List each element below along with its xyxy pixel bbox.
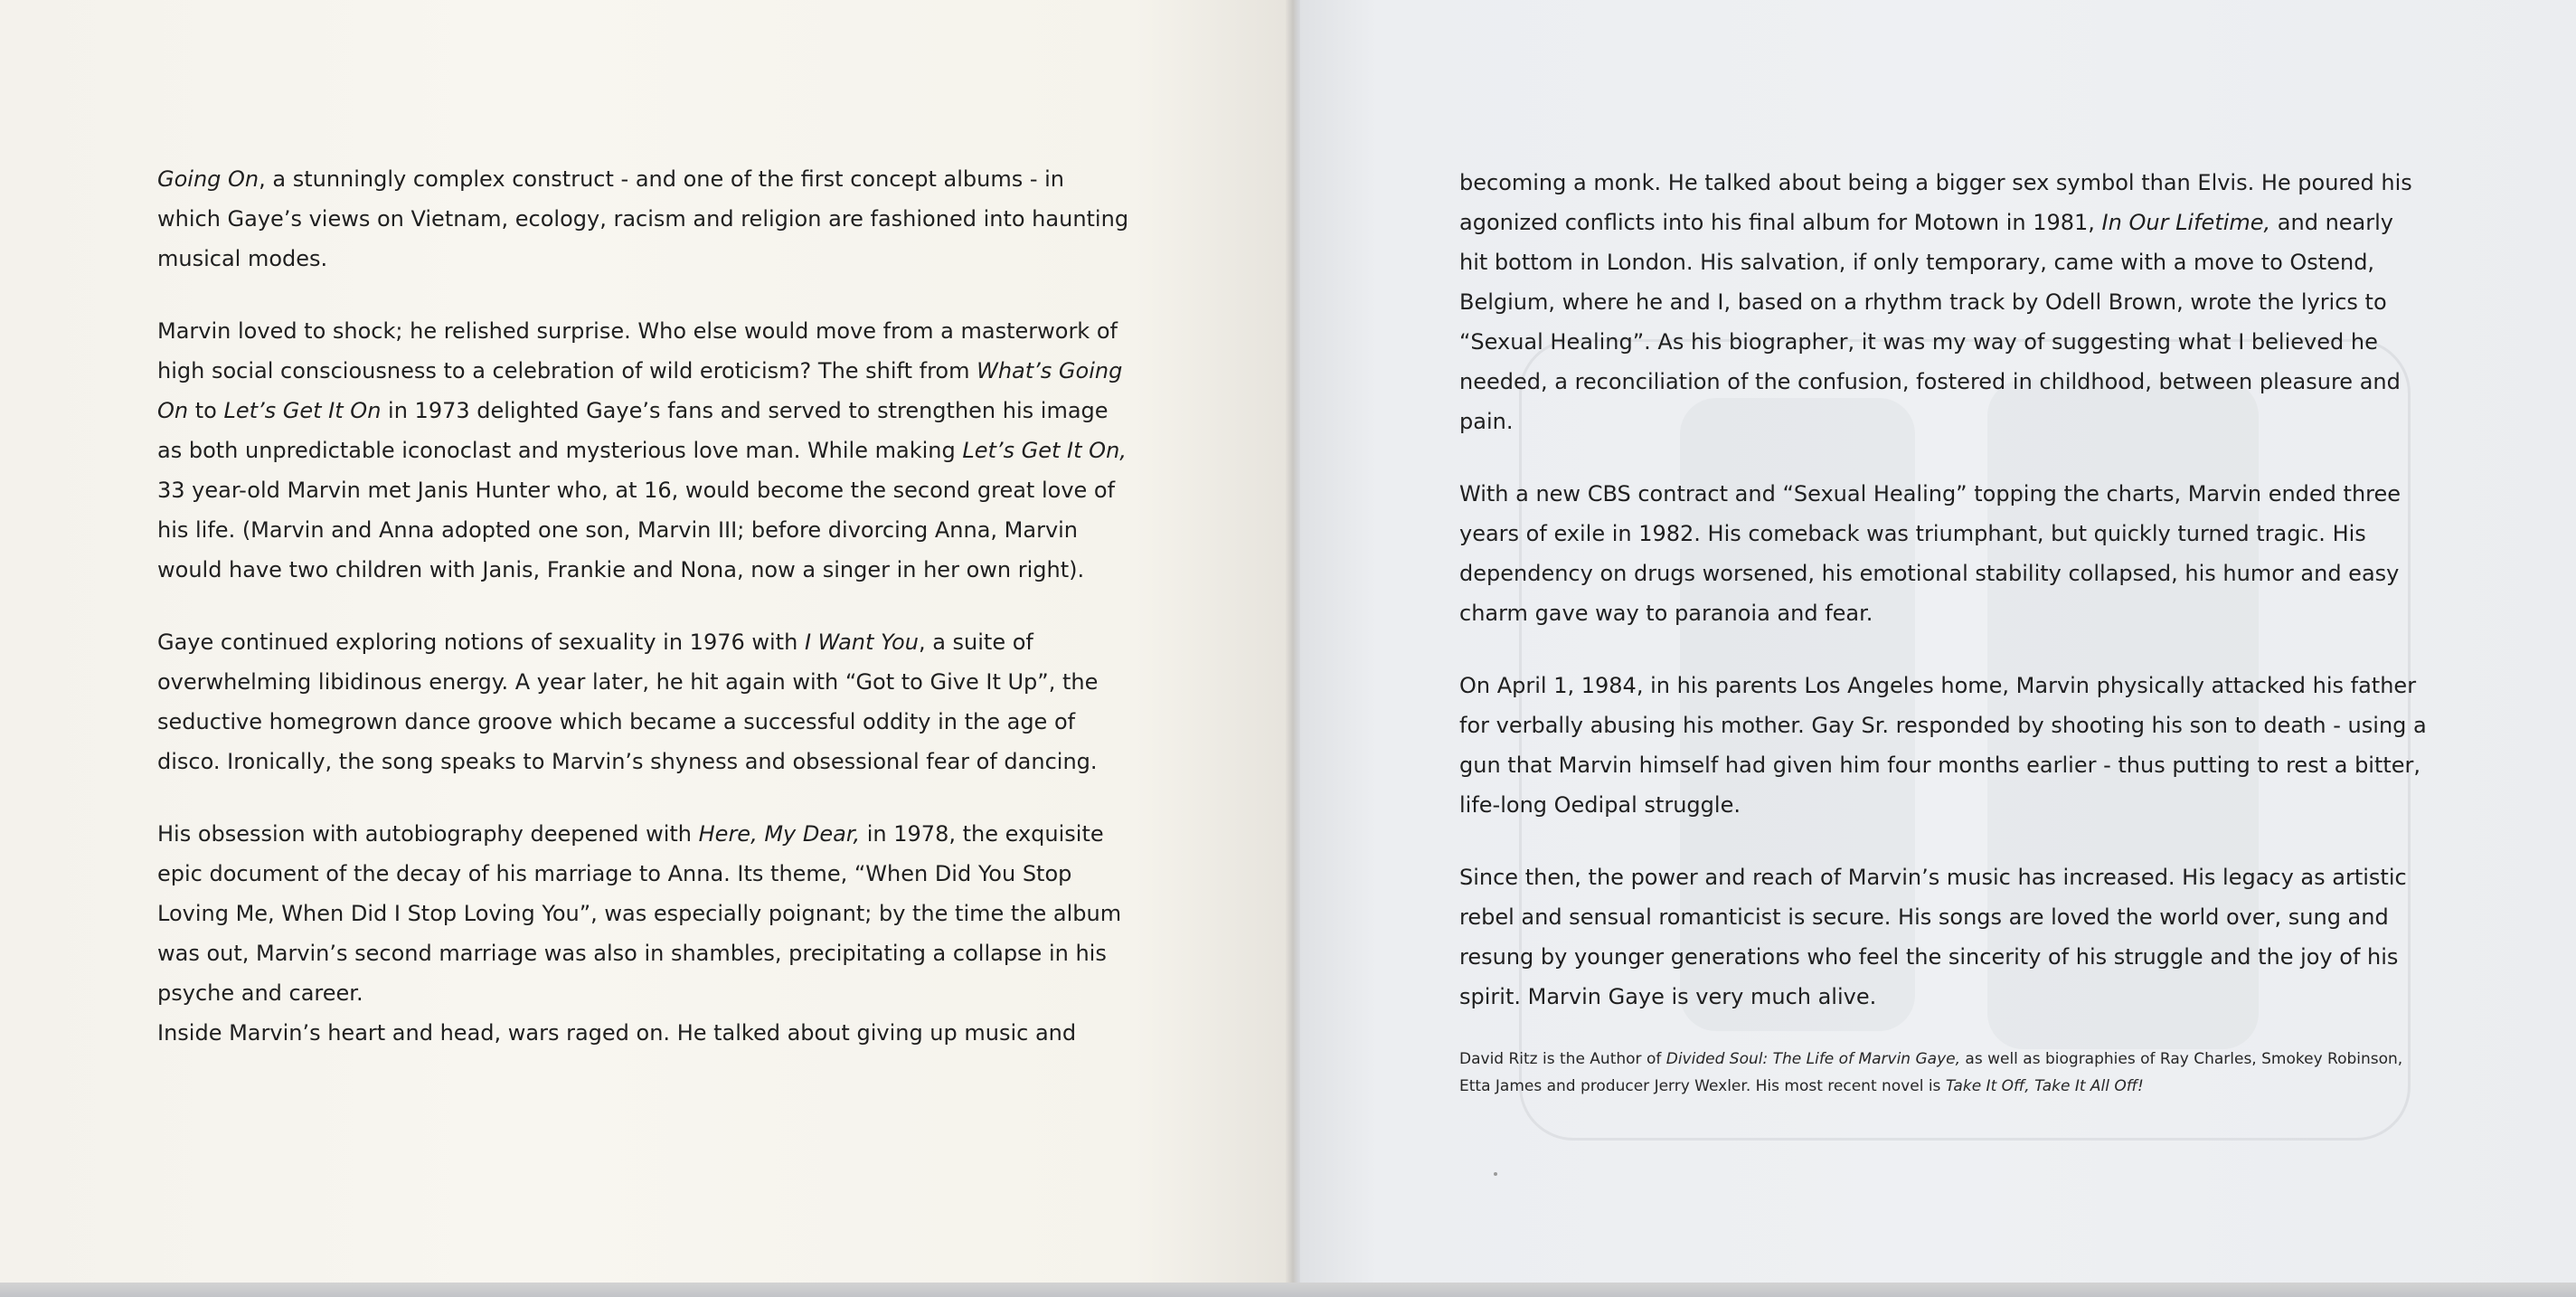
scan-bottom-edge — [0, 1283, 2576, 1297]
left-body-text — [157, 159, 1134, 1085]
italic-title-text: Here, My Dear, — [698, 821, 861, 847]
right-body-text — [1459, 163, 2427, 1132]
body-paragraph — [157, 622, 1134, 781]
author-credit — [1459, 1046, 2427, 1100]
credit-text: David Ritz is the Author of — [1459, 1050, 1666, 1068]
paragraph-text: to — [188, 398, 224, 423]
paragraph-text: 33 year-old Marvin met Janis Hunter who, at 16, would become the second great love of his life. (Marvin and Anna adopted one son, Marvin III; before divorcing Anna, Marvin would have two children with Janis, Frankie and Nona, now a singer in her own right). — [157, 478, 1116, 582]
paragraph-text: , a stunningly complex construct - and one of the first concept albums - in which Gaye’s views on Vietnam, ecology, racism and religion are fashioned into haunting musical modes. — [157, 166, 1129, 271]
paragraph-text: Marvin loved to shock; he relished surprise. Who else would move from a masterwork of high social consciousness to a celebration of wild eroticism? The shift from — [157, 318, 1118, 383]
body-paragraph — [157, 159, 1134, 279]
italic-title-text: Let’s Get It On, — [962, 438, 1127, 463]
body-paragraph — [1459, 857, 2427, 1017]
body-paragraph — [1459, 474, 2427, 633]
paragraph-text: Inside Marvin’s heart and head, wars raged on. He talked about giving up music and — [157, 1020, 1077, 1046]
italic-title-text: Let’s Get It On — [223, 398, 382, 423]
body-paragraph — [157, 1013, 1134, 1053]
italic-title-text: Going On — [157, 166, 259, 192]
italic-title-text: In Our Lifetime, — [2101, 210, 2271, 235]
paragraph-text: becoming a monk. He talked about being a bigger sex symbol than Elvis. He poured his agonized conflicts into his final album for Motown in 1981, — [1459, 170, 2412, 235]
italic-title-text: Divided Soul: The Life of Marvin Gaye, — [1665, 1050, 1961, 1068]
paragraph-text: Gaye continued exploring notions of sexuality in 1976 with — [157, 630, 805, 655]
paragraph-text: and nearly hit bottom in London. His salvation, if only temporary, came with a move to Ostend, Belgium, where he and I, based on a rhythm track by Odell Brown, wrote the lyrics to “Sexual Healing”. As his biographer, it was my way of suggesting what I believed he needed, a reconciliation of the confusion, fostered in childhood, between pleasure and pain. — [1459, 210, 2401, 434]
body-paragraph — [1459, 666, 2427, 825]
italic-title-text: What’s Going On — [157, 358, 1123, 423]
italic-title-text: I Want You — [804, 630, 919, 655]
right-page — [1300, 0, 2576, 1284]
paragraph-text: Since then, the power and reach of Marvin’s music has increased. His legacy as artistic rebel and sensual romanticist is secure. His songs are loved the world over, sung and resung by younger generations who feel the sincerity of his struggle and the joy of his spirit. Marvin Gaye is very much alive. — [1459, 865, 2407, 1009]
paragraph-text: in 1973 delighted Gaye’s fans and served to strengthen his image as both unpredictable iconoclast and mysterious love man. While making — [157, 398, 1109, 463]
paragraph-text: With a new CBS contract and “Sexual Healing” topping the charts, Marvin ended three years of exile in 1982. His comeback was triumphant, but quickly turned tragic. His dependency on drugs worsened, his emotional stability collapsed, his humor and easy charm gave way to paranoia and fear. — [1459, 481, 2401, 626]
left-page — [0, 0, 1291, 1284]
italic-title-text: Take It Off, Take It All Off! — [1945, 1077, 2144, 1095]
body-paragraph — [157, 814, 1134, 1013]
body-paragraph — [1459, 163, 2427, 441]
body-paragraph — [157, 311, 1134, 590]
paragraph-text: His obsession with autobiography deepened with — [157, 821, 699, 847]
paragraph-text: , a suite of overwhelming libidinous energy. A year later, he hit again with “Got to Give It Up”, the seductive homegrown dance groove which became a successful oddity in the age of disco. Ironically, the song speaks to Marvin’s shyness and obsessional fear of dancing. — [157, 630, 1099, 774]
paper-speck — [1494, 1172, 1497, 1176]
paragraph-text: On April 1, 1984, in his parents Los Angeles home, Marvin physically attacked his father for verbally abusing his mother. Gay Sr. responded by shooting his son to death - using a gun that Marvin himself had given him four months earlier - thus putting to rest a bitter, life-long Oedipal struggle. — [1459, 673, 2427, 818]
credit-text: as well as biographies of Ray Charles, Smokey Robinson, Etta James and producer Jerry Wexler. His most recent novel is — [1459, 1050, 2403, 1095]
paragraph-text: in 1978, the exquisite epic document of the decay of his marriage to Anna. Its theme, “When Did You Stop Loving Me, When Did I Stop Loving You”, was especially poignant; by the time the album was out, Marvin’s second marriage was also in shambles, precipitating a collapse in his psyche and career. — [157, 821, 1122, 1006]
